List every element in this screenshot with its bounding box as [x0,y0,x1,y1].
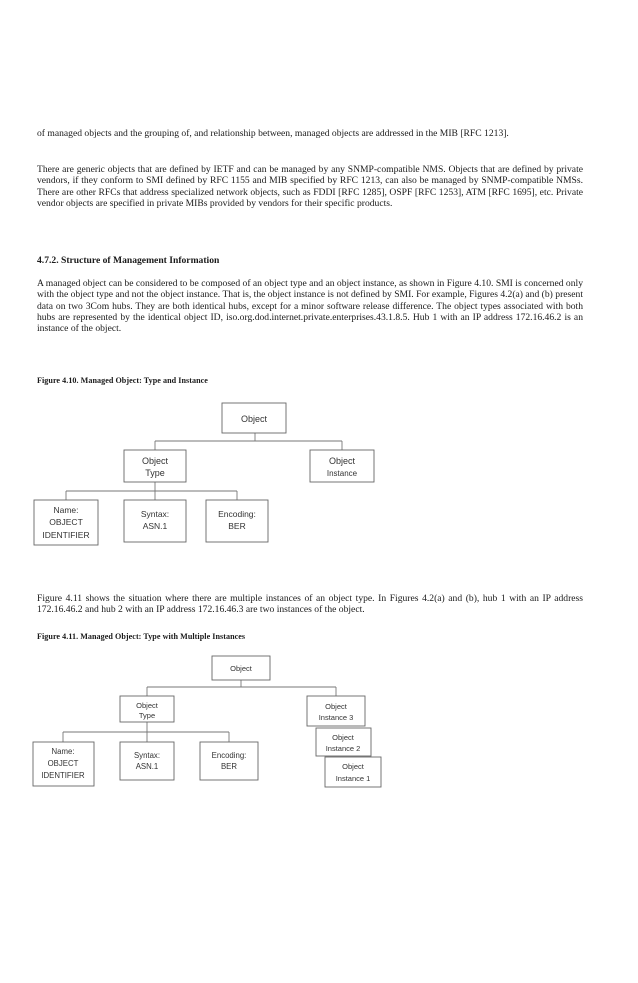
svg-text:Syntax:: Syntax: [133,751,161,760]
object-type-node [124,450,186,482]
svg-text:Name:: Name: [53,505,79,515]
object-type-node [120,696,174,722]
object-label: Object [230,664,252,673]
svg-text:Type: Type [145,468,165,478]
encoding-node [200,742,258,780]
svg-text:Instance 1: Instance 1 [335,774,371,783]
figure-4-11-diagram [0,650,638,800]
object-instance-1-node [325,757,381,787]
svg-text:Object: Object [141,456,169,466]
svg-text:IDENTIFIER: IDENTIFIER [41,771,85,780]
svg-text:Encoding:: Encoding: [218,509,256,519]
figure-4-10-caption: Figure 4.10. Managed Object: Type and Instance [37,376,208,385]
svg-text:Instance 3: Instance 3 [318,713,354,722]
svg-text:Object: Object [342,762,364,771]
svg-text:Object: Object [332,733,354,742]
object-label: Object [240,414,268,424]
svg-text:Instance: Instance [326,469,358,478]
paragraph-multiple-instances: Figure 4.11 shows the situation where there are multiple instances of an object type. In Figures 4.2(a) and (b), hub 1 with an IP address 172.16.46.2 and hub 2 with an IP address 172.16.46.3 are two instances of the object. [37,593,583,616]
syntax-node [124,500,186,542]
paragraph-mib-intro: of managed objects and the grouping of, and relationship between, managed objects are addressed in the MIB [RFC 1213]. [37,128,509,139]
encoding-node [206,500,268,542]
object-instance-3-node [307,696,365,726]
svg-text:Object: Object [136,701,158,710]
section-heading: 4.7.2. Structure of Management Information [37,255,220,266]
figure-4-11-caption: Figure 4.11. Managed Object: Type with Multiple Instances [37,632,246,641]
name-node [34,500,98,545]
svg-text:Encoding:: Encoding: [211,751,247,760]
svg-text:ASN.1: ASN.1 [142,521,168,531]
svg-text:Name:: Name: [51,747,75,756]
svg-text:ASN.1: ASN.1 [135,762,159,771]
object-instance-2-node [316,728,371,756]
name-node [33,742,94,786]
svg-text:OBJECT: OBJECT [47,759,79,768]
svg-text:Object: Object [325,702,347,711]
figure-4-10-diagram [0,395,638,565]
paragraph-managed-object: A managed object can be considered to be composed of an object type and an object instance, as shown in Figure 4.10. SMI is concerned only with the object type and not the object instance. That is, the object instance is not defined by SMI. For example, Figures 4.2(a) and (b) present data on two 3Com hubs. They are both identical hubs, except for a minor software release difference. The object types associated with both hubs are represented by the identical object ID, iso.org.dod.internet.private.enterprises.43.1.8.5. Hub 1 with an IP address 172.16.46.2 is an instance of the object. [37,278,583,335]
svg-text:IDENTIFIER: IDENTIFIER [42,530,90,540]
svg-text:Type: Type [138,711,156,720]
svg-text:Instance 2: Instance 2 [325,744,361,753]
syntax-node [120,742,174,780]
svg-text:OBJECT: OBJECT [49,517,83,527]
svg-text:BER: BER [228,521,246,531]
object-instance-node [310,450,374,482]
svg-text:Object: Object [328,456,356,466]
object-node [222,403,286,433]
paragraph-generic-objects: There are generic objects that are defined by IETF and can be managed by any SNMP-compatible NMS. Objects that are defined by private vendors, if they conform to SMI defined by RFC 1155 and MIB specified by RFC 1213, can also be managed by SNMP-compatible NMSs. There are other RFCs that address specialized network objects, such as FDDI [RFC 1285], OSPF [RFC 1253], ATM [RFC 1695], etc. Private vendor objects are specified in private MIBs provided by vendors for their specific products. [37,164,583,209]
svg-text:Syntax:: Syntax: [140,509,170,519]
object-node [212,656,270,680]
svg-text:BER: BER [220,762,238,771]
